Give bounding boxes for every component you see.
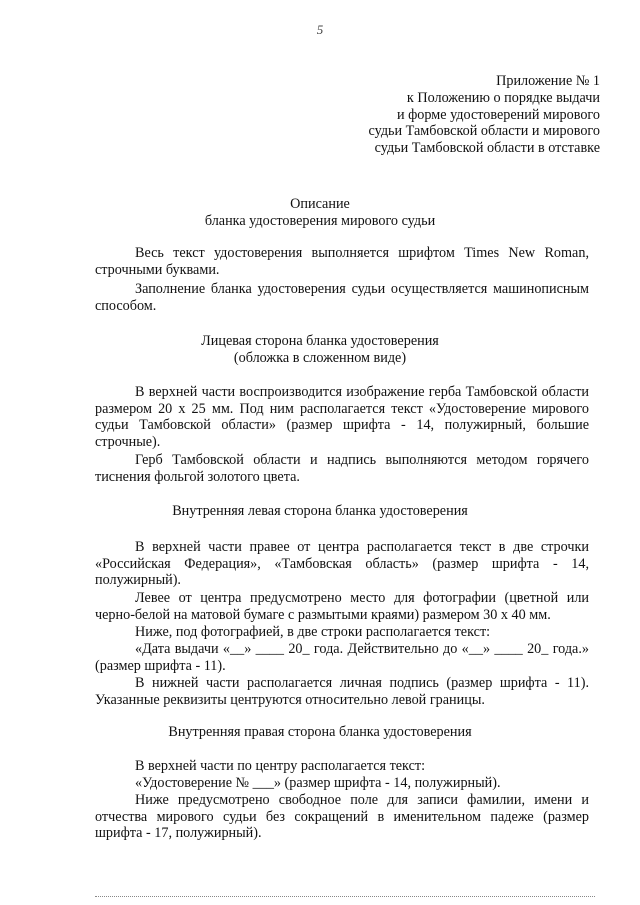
appendix-line: Приложение № 1 bbox=[496, 73, 600, 89]
inner-left-paragraph: В нижней части располагается личная подпись (размер шрифта - 11). Указанные реквизиты центруются относительно левой границы. bbox=[95, 675, 589, 708]
inner-left-paragraph: Ниже, под фотографией, в две строки располагается текст: bbox=[135, 624, 491, 640]
page-bottom-rule bbox=[95, 896, 595, 897]
inner-right-paragraph: В верхней части по центру располагается текст: bbox=[135, 758, 426, 774]
inner-left-heading: Внутренняя левая сторона бланка удостоверения bbox=[172, 503, 468, 519]
intro-paragraph: Заполнение бланка удостоверения судьи осуществляется машинописным способом. bbox=[95, 281, 589, 314]
appendix-block bbox=[320, 73, 600, 157]
section-heading-line: Лицевая сторона бланка удостоверения bbox=[201, 333, 439, 349]
appendix-line: и форме удостоверений мирового bbox=[396, 106, 600, 123]
inner-left-paragraph: «Дата выдачи «__» ____ 20_ года. Действительно до «__» ____ 20_ года.» (размер шрифта - 11). bbox=[95, 641, 589, 674]
front-heading bbox=[0, 333, 640, 366]
page-number: 5 bbox=[316, 22, 324, 37]
inner-left-paragraph: В верхней части правее от центра располагается текст в две строчки «Российская Федерация», «Тамбовская область» (размер шрифта - 14, полужирный). bbox=[95, 539, 589, 589]
appendix-line: судьи Тамбовской области и мирового bbox=[368, 123, 600, 140]
inner-left-paragraph: Левее от центра предусмотрено место для фотографии (цветной или черно-белой на матовой бумаге с размытыми краями) размером 30 х 40 мм. bbox=[95, 590, 589, 623]
front-paragraph: Герб Тамбовской области и надпись выполняются методом горячего тиснения фольгой золотого цвета. bbox=[95, 452, 589, 485]
document-title bbox=[0, 196, 640, 229]
intro-paragraph: Весь текст удостоверения выполняется шрифтом Times New Roman, строчными буквами. bbox=[95, 245, 589, 278]
inner-right-heading: Внутренняя правая сторона бланка удостоверения bbox=[168, 724, 472, 740]
appendix-line: судьи Тамбовской области в отставке bbox=[374, 140, 600, 157]
title-line: бланка удостоверения мирового судьи bbox=[204, 212, 436, 229]
front-paragraph: В верхней части воспроизводится изображение герба Тамбовской области размером 20 х 25 мм. Под ним располагается текст «Удостоверение мирового судьи Тамбовской области» (размер шрифта - 14, полужирный, большие строчные). bbox=[95, 384, 589, 450]
inner-right-paragraph: Ниже предусмотрено свободное поле для записи фамилии, имени и отчества мирового судьи без сокращений в именительном падеже (размер шрифта - 17, полужирный). bbox=[95, 792, 589, 842]
appendix-line: к Положению о порядке выдачи bbox=[406, 89, 600, 106]
section-heading-line: (обложка в сложенном виде) bbox=[233, 349, 407, 366]
title-line: Описание bbox=[290, 196, 350, 212]
inner-right-paragraph: «Удостоверение № ___» (размер шрифта - 14, полужирный). bbox=[135, 775, 501, 791]
